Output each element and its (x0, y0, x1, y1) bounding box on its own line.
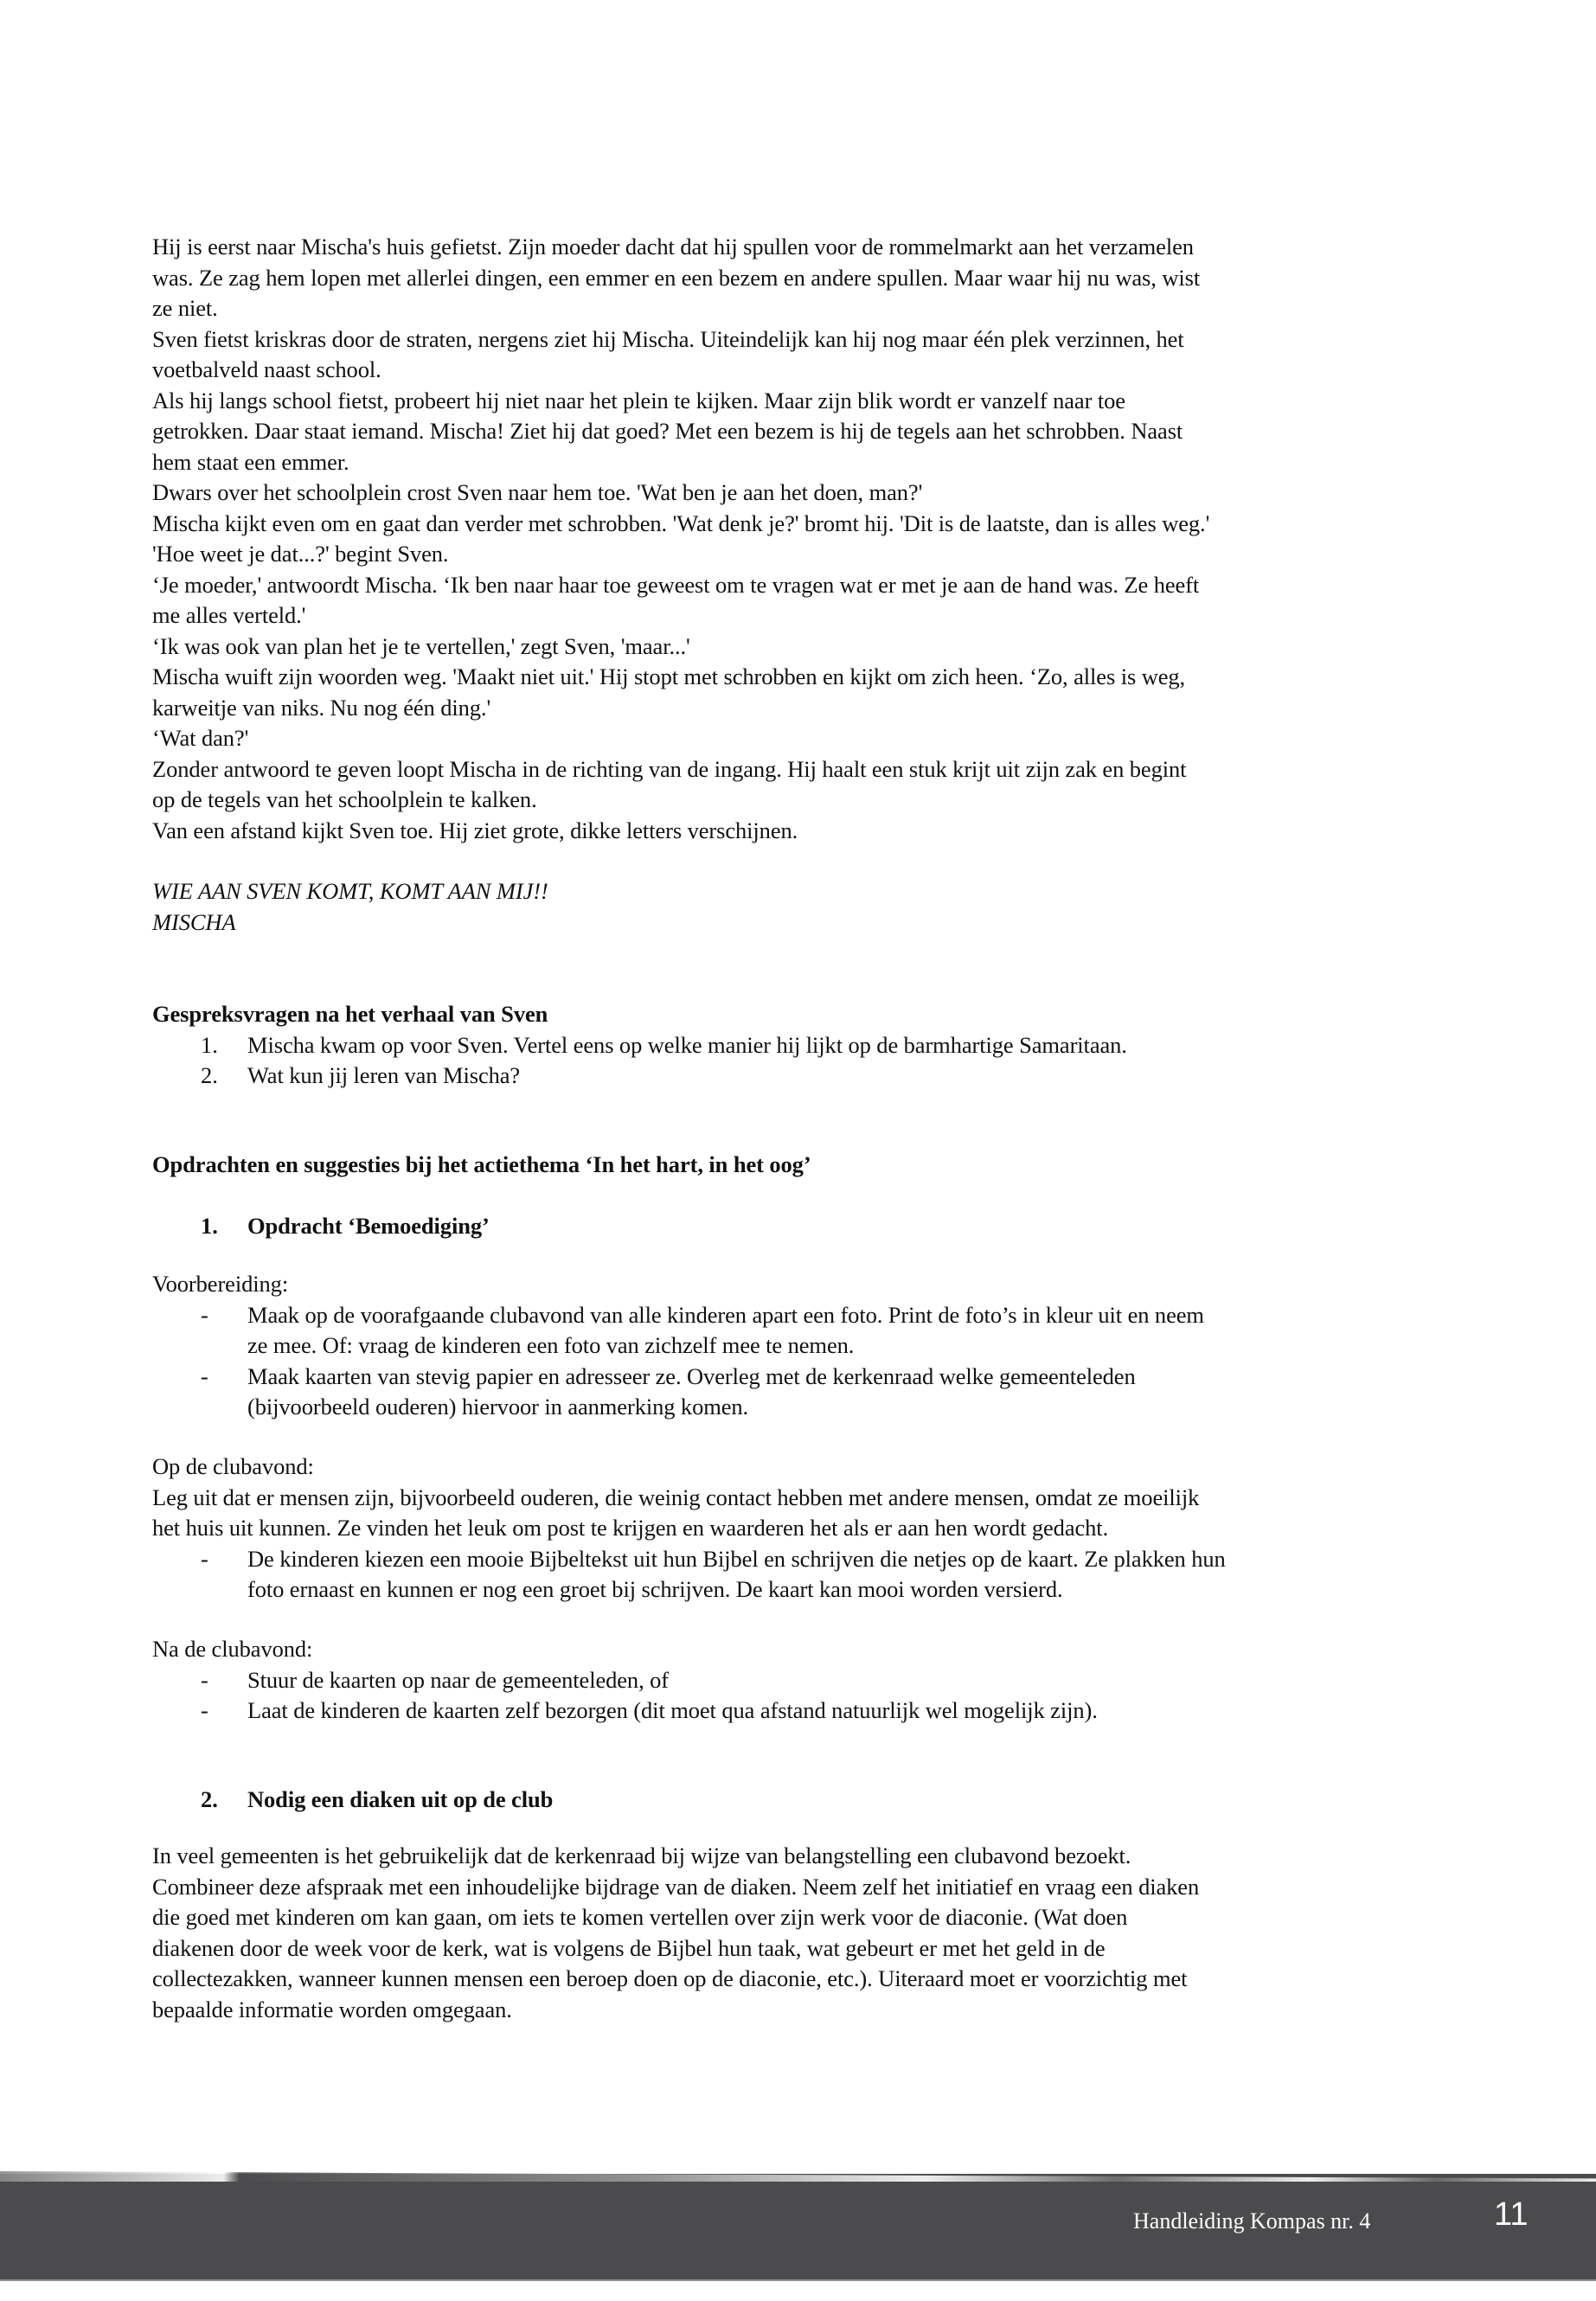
assignments-heading: Opdrachten en suggesties bij het actiethema ‘In het hart, in het oog’ (152, 1151, 811, 1177)
bullet-text: Maak kaarten van stevig papier en adresseer ze. Overleg met de kerkenraad welke gemeenteleden (247, 1362, 1136, 1389)
story-line: hem staat een emmer. (152, 448, 349, 475)
story-line: Dwars over het schoolplein crost Sven naar hem toe. 'Wat ben je aan het doen, man?' (152, 479, 923, 505)
list-number: 1. (201, 1031, 218, 1058)
bullet-dash-icon: - (201, 1697, 208, 1723)
paragraph-line: diakenen door de week voor de kerk, wat is volgens de Bijbel hun taak, wat gebeurt er met het geld in de (152, 1934, 1106, 1961)
during-text: Leg uit dat er mensen zijn, bijvoorbeeld ouderen, die weinig contact hebben met andere mensen, omdat ze moeilijk (152, 1484, 1200, 1510)
bullet-text: Maak op de voorafgaande clubavond van alle kinderen apart een foto. Print de foto’s in kleur uit en neem (247, 1301, 1204, 1328)
bullet-text: De kinderen kiezen een mooie Bijbeltekst uit hun Bijbel en schrijven die netjes op de kaart. Ze plakken hun (247, 1545, 1226, 1572)
story-line: op de tegels van het schoolplein te kalken. (152, 786, 537, 812)
bullet-dash-icon: - (201, 1545, 208, 1572)
story-line: Als hij langs school fietst, probeert hij niet naar het plein te kijken. Maar zijn blik wordt er vanzelf naar toe (152, 387, 1125, 413)
after-label: Na de clubavond: (152, 1636, 313, 1662)
paragraph-line: In veel gemeenten is het gebruikelijk dat de kerkenraad bij wijze van belangstelling een clubavond bezoekt. (152, 1843, 1131, 1868)
story-line: voetbalveld naast school. (152, 356, 381, 382)
story-line: ‘Wat dan?' (152, 725, 249, 751)
bullet-dash-icon: - (201, 1362, 208, 1389)
questions-heading: Gespreksvragen na het verhaal van Sven (152, 1001, 548, 1027)
story-line: getrokken. Daar staat iemand. Mischa! Ziet hij dat goed? Met een bezem is hij de tegels aan het schrobben. Naast (152, 418, 1183, 444)
story-line: Zonder antwoord te geven loopt Mischa in de richting van de ingang. Hij haalt een stuk krijt uit zijn zak en begint (152, 755, 1187, 782)
bullet-text: ze mee. Of: vraag de kinderen een foto van zichzelf mee te nemen. (247, 1332, 855, 1358)
story-line: was. Ze zag hem lopen met allerlei dingen, een emmer en een bezem en andere spullen. Maar waar hij nu was, wist (152, 264, 1201, 291)
question-item: Wat kun jij leren van Mischa? (247, 1062, 521, 1088)
bullet-dash-icon: - (201, 1301, 208, 1328)
section-number: 1. (201, 1213, 218, 1239)
chalk-message-signature: MISCHA (152, 908, 236, 935)
assignment-title: Nodig een diaken uit op de club (247, 1786, 554, 1812)
paragraph-line: die goed met kinderen om kan gaan, om iets te komen vertellen over zijn werk voor de diaconie. (Wat doen (152, 1904, 1128, 1930)
story-line: Sven fietst kriskras door de straten, nergens ziet hij Mischa. Uiteindelijk kan hij nog maar één plek verzinnen, het (152, 325, 1184, 352)
during-text: het huis uit kunnen. Ze vinden het leuk om post te krijgen en waarderen het als er aan hen wordt gedacht. (152, 1515, 1109, 1541)
question-item: Mischa kwam op voor Sven. Vertel eens op welke manier hij lijkt op de barmhartige Samaritaan. (247, 1031, 1127, 1058)
story-line: ‘Ik was ook van plan het je te vertellen,' zegt Sven, 'maar...' (152, 632, 690, 659)
story-line: karweitje van niks. Nu nog één ding.' (152, 694, 491, 721)
during-label: Op de clubavond: (152, 1453, 314, 1479)
bullet-text: Stuur de kaarten op naar de gemeenteleden, of (247, 1666, 670, 1693)
story-line: Mischa kijkt even om en gaat dan verder met schrobben. 'Wat denk je?' bromt hij. 'Dit is de laatste, dan is alles weg.' (152, 510, 1210, 536)
story-line: ze niet. (152, 295, 218, 321)
footer-divider (0, 2279, 1596, 2281)
prep-label: Voorbereiding: (152, 1271, 289, 1297)
bullet-text: foto ernaast en kunnen er nog een groet bij schrijven. De kaart kan mooi worden versierd. (247, 1576, 1063, 1602)
page-number: 11 (1494, 2196, 1529, 2233)
story-line: me alles verteld.' (152, 602, 306, 628)
story-line: ‘Je moeder,' antwoordt Mischa. ‘Ik ben naar haar toe geweest om te vragen wat er met je aan de hand was. Ze heeft (152, 571, 1200, 598)
story-line: Van een afstand kijkt Sven toe. Hij ziet grote, dikke letters verschijnen. (152, 817, 798, 843)
story-line: Hij is eerst naar Mischa's huis gefietst. Zijn moeder dacht dat hij spullen voor de rommelmarkt aan het verzamelen (152, 234, 1194, 260)
footer-publication-title: Handleiding Kompas nr. 4 (1133, 2208, 1371, 2234)
chalk-message-line: WIE AAN SVEN KOMT, KOMT AAN MIJ!! (152, 878, 548, 904)
bullet-dash-icon: - (201, 1666, 208, 1693)
list-number: 2. (201, 1062, 218, 1088)
paragraph-line: Combineer deze afspraak met een inhoudelijke bijdrage van de diaken. Neem zelf het initiatief en vraag een diaken (152, 1873, 1200, 1900)
assignment-title: Opdracht ‘Bemoediging’ (247, 1213, 490, 1239)
section-number: 2. (201, 1786, 218, 1812)
paragraph-line: bepaalde informatie worden omgegaan. (152, 1996, 512, 2022)
story-line: 'Hoe weet je dat...?' begint Sven. (152, 541, 449, 567)
paragraph-line: collectezakken, wanneer kunnen mensen een beroep doen op de diaconie, etc.). Uiteraard moet er voorzichtig met (152, 1965, 1188, 1991)
bullet-text: (bijvoorbeeld ouderen) hiervoor in aanmerking komen. (247, 1394, 749, 1420)
story-line: Mischa wuift zijn woorden weg. 'Maakt niet uit.' Hij stopt met schrobben en kijkt om zich heen. ‘Zo, alles is weg, (152, 663, 1186, 689)
bullet-text: Laat de kinderen de kaarten zelf bezorgen (dit moet qua afstand natuurlijk wel mogelijk zijn). (247, 1697, 1098, 1723)
